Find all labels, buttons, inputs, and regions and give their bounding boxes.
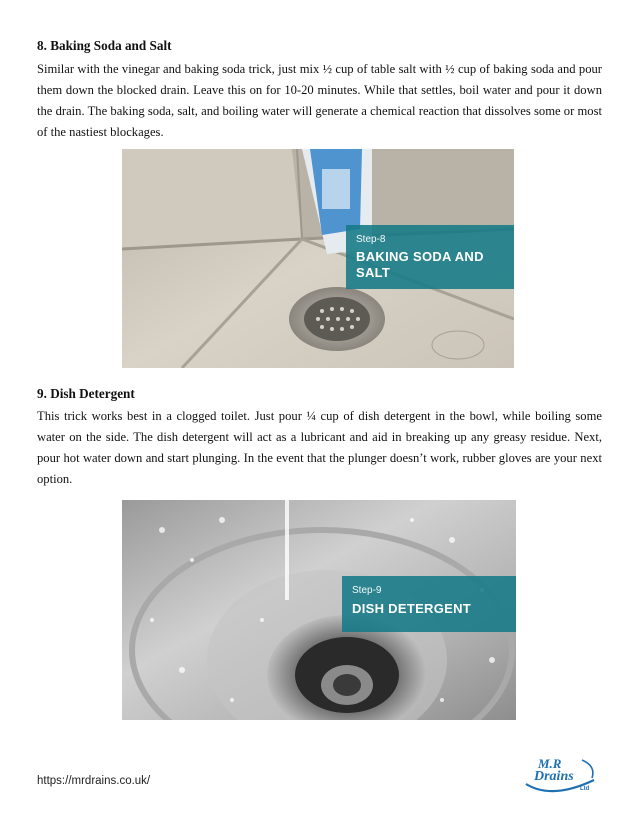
dish-detergent-photo (122, 500, 516, 720)
logo-line1: M.R (538, 756, 562, 771)
step-8-banner (346, 225, 514, 289)
step-8-title-line1: BAKING SODA AND (356, 249, 484, 264)
step-8-label: Step-8 (356, 234, 386, 245)
section-8-heading: 8. Baking Soda and Salt (37, 38, 172, 53)
logo-line2: Drains (534, 769, 574, 784)
baking-soda-photo (122, 149, 514, 368)
section-8-body: Similar with the vinegar and baking soda trick, just mix ½ cup of table salt with ½ cup of baking soda and pour them down the blocked drain. Leave this on for 10-20 minutes. While that settles, boil water and pour it down the drain. The baking soda, salt, and boiling water will generate a chemical reaction that dissolves some or most of the nastiest blockages. (37, 62, 602, 139)
step-9-banner (342, 576, 516, 632)
section-9-body: This trick works best in a clogged toilet. Just pour ¼ cup of dish detergent in the bowl, while boiling some water on the side. The dish detergent will act as a lubricant and aid in breaking up any greasy residue. Next, pour hot water down and start plunging. In the event that the plunger doesn’t work, rubber gloves are your next option. (37, 409, 602, 486)
section-9-heading: 9. Dish Detergent (37, 386, 135, 401)
step-8-title-line2: SALT (356, 265, 391, 280)
step-9-title: DISH DETERGENT (352, 601, 472, 616)
footer-url[interactable]: https://mrdrains.co.uk/ (37, 775, 151, 787)
mr-drains-logo (522, 754, 602, 800)
logo-ltd: Ltd (580, 786, 590, 792)
step-9-label: Step-9 (352, 585, 382, 596)
